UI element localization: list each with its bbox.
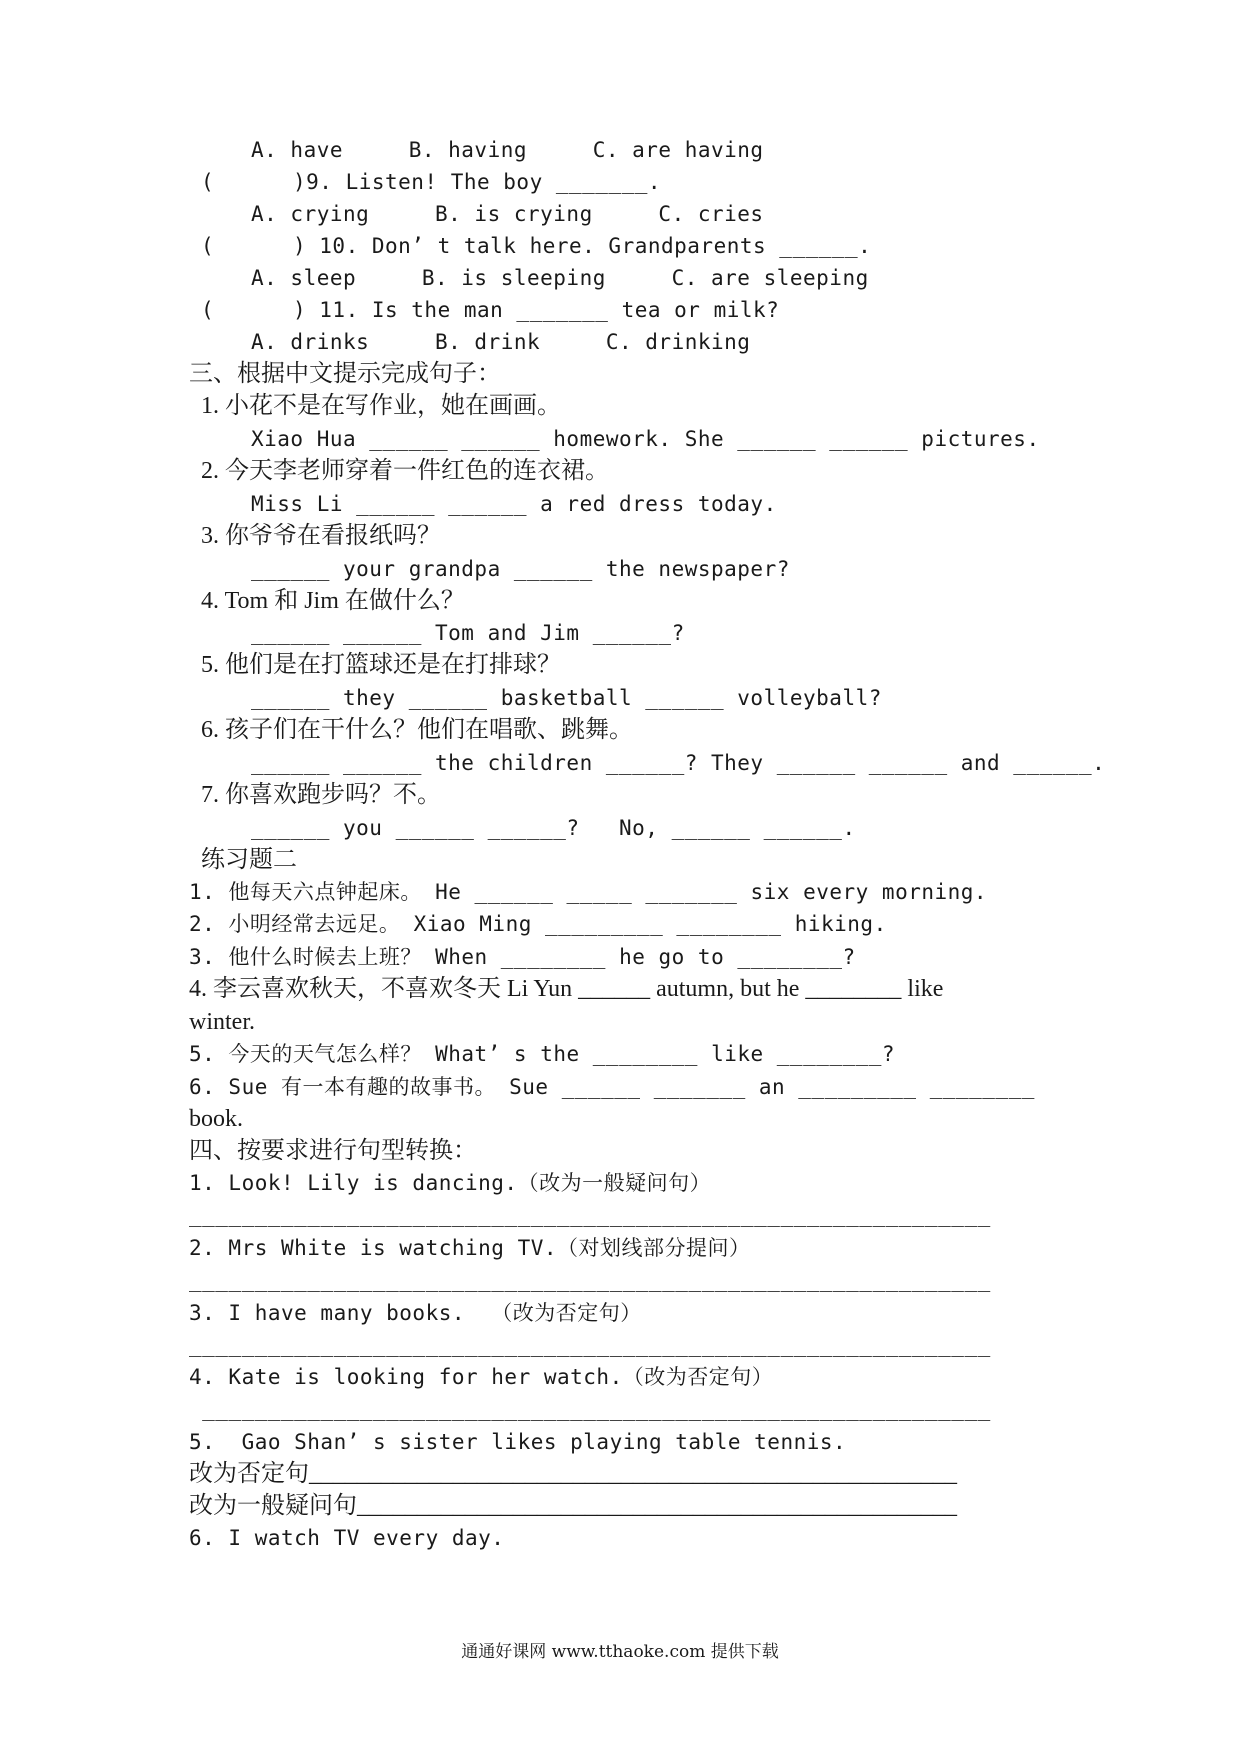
- text-line: 1. 小花不是在写作业，她在画画。: [201, 393, 561, 419]
- text-line: 4. 李云喜欢秋天，不喜欢冬天 Li Yun ______ autumn, but he ________ like: [189, 976, 944, 1002]
- text-line: A. drinks B. drink C. drinking: [251, 330, 751, 354]
- text-line: 6. 孩子们在干什么？他们在唱歌、跳舞。: [201, 717, 633, 743]
- text-line: Xiao Hua ______ ______ homework. She ______ ______ pictures.: [251, 427, 1040, 451]
- text-line: 1. Look! Lily is dancing.（改为一般疑问句）: [189, 1171, 712, 1195]
- text-line: 四、按要求进行句型转换：: [189, 1138, 477, 1164]
- text-line: 6. Sue 有一本有趣的故事书。 Sue ______ _______ an _________ ________: [189, 1075, 1035, 1099]
- text-line: ______ you ______ ______? No, ______ ______.: [251, 816, 856, 840]
- text-line: 2. 小明经常去远足。 Xiao Ming _________ ________ hiking.: [189, 912, 887, 936]
- text-line: 4. Kate is looking for her watch.（改为否定句）: [189, 1365, 774, 1389]
- text-line: ____________________________________________________________: [189, 1397, 991, 1421]
- text-line: 练习题二: [201, 847, 297, 873]
- text-line: 三、根据中文提示完成句子：: [189, 361, 501, 387]
- text-line: 5. Gao Shan’ s sister likes playing table tennis.: [189, 1430, 847, 1454]
- text-line: 5. 今天的天气怎么样？ What’ s the ________ like ________?: [189, 1042, 896, 1066]
- text-line: _____________________________________________________________: [189, 1268, 991, 1292]
- text-line: winter.: [189, 1009, 255, 1035]
- text-line: 3. 你爷爷在看报纸吗？: [201, 523, 441, 549]
- text-line: 改为一般疑问句__________________________________________________: [189, 1493, 957, 1519]
- text-line: ( )9. Listen! The boy _______.: [201, 170, 662, 194]
- text-line: _____________________________________________________________: [189, 1203, 991, 1227]
- text-line: 2. 今天李老师穿着一件红色的连衣裙。: [201, 458, 609, 484]
- text-line: ______ they ______ basketball ______ volleyball?: [251, 686, 882, 710]
- text-line: _____________________________________________________________: [189, 1333, 991, 1357]
- text-line: 3. I have many books. （改为否定句）: [189, 1301, 642, 1325]
- text-line: ______ ______ the children ______? They ______ ______ and ______.: [251, 751, 1106, 775]
- text-line: 改为否定句______________________________________________________: [189, 1461, 957, 1487]
- text-line: ( ) 10. Don’ t talk here. Grandparents ______.: [201, 234, 872, 258]
- text-line: ______ your grandpa ______ the newspaper?: [251, 557, 790, 581]
- text-line: ( ) 11. Is the man _______ tea or milk?: [201, 298, 780, 322]
- text-line: 3. 他什么时候去上班？ When ________ he go to ________?: [189, 945, 856, 969]
- text-line: 5. 他们是在打篮球还是在打排球？: [201, 652, 561, 678]
- text-line: 6. I watch TV every day.: [189, 1526, 505, 1550]
- text-line: A. have B. having C. are having: [251, 138, 764, 162]
- text-line: 4. Tom 和 Jim 在做什么？: [201, 588, 465, 614]
- footer-credit: 通通好课网 www.tthaoke.com 提供下载: [461, 1642, 779, 1662]
- text-line: 1. 他每天六点钟起床。 He ______ _____ _______ six every morning.: [189, 880, 988, 904]
- text-line: A. crying B. is crying C. cries: [251, 202, 764, 226]
- text-line: ______ ______ Tom and Jim ______?: [251, 621, 685, 645]
- text-line: Miss Li ______ ______ a red dress today.: [251, 492, 777, 516]
- text-line: A. sleep B. is sleeping C. are sleeping: [251, 266, 869, 290]
- text-line: book.: [189, 1106, 243, 1132]
- text-line: 7. 你喜欢跑步吗？不。: [201, 782, 441, 808]
- text-line: 2. Mrs White is watching TV.（对划线部分提问）: [189, 1236, 751, 1260]
